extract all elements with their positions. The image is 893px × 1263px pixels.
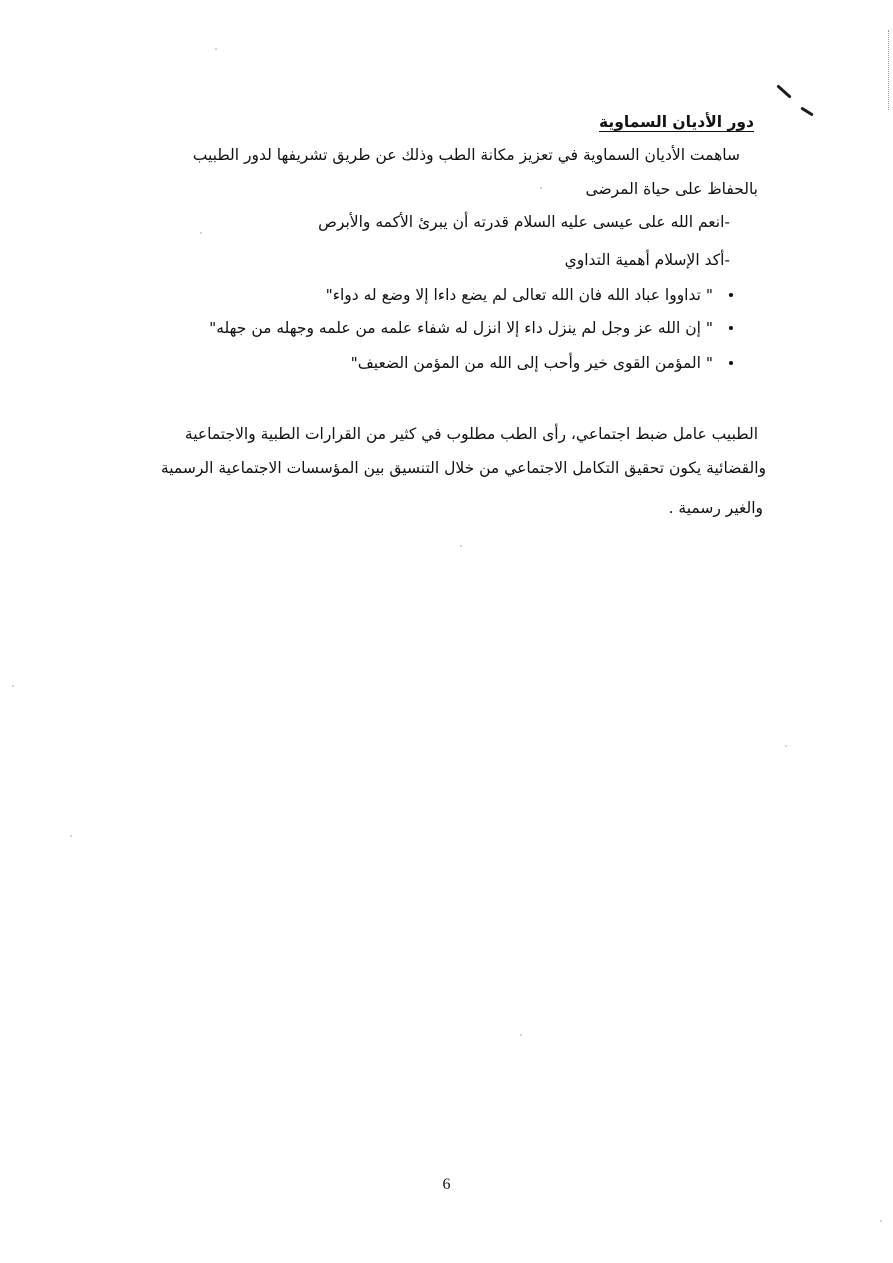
quote-text: " المؤمن القوى خير وأحب إلى الله من المؤمن الضعيف" (350, 354, 713, 372)
scan-speck (215, 48, 217, 50)
scan-speck (520, 1034, 522, 1036)
page-number: 6 (442, 1176, 451, 1193)
scan-speck (70, 835, 72, 837)
scan-speck (12, 685, 14, 687)
intro-paragraph-line-1: ساهمت الأديان السماوية في تعزيز مكانة الطب وذلك عن طريق تشريفها لدور الطبيب (192, 146, 740, 164)
margin-pen-mark (776, 84, 791, 98)
quote-list-item (351, 351, 733, 375)
social-role-paragraph-line-1: الطبيب عامل ضبط اجتماعي، رأى الطب مطلوب في كثير من القرارات الطبية والاجتماعية (184, 425, 758, 443)
scan-speck (200, 232, 202, 234)
bullet-icon (729, 361, 733, 365)
bullet-icon (729, 326, 733, 330)
quote-text: " تداووا عباد الله فان الله تعالى لم يضع داءا إلا وضع له دواء" (325, 286, 713, 304)
scan-speck (460, 545, 462, 547)
quote-text: " إن الله عز وجل لم ينزل داء إلا انزل له شفاء علمه من علمه وجهله من جهله" (209, 319, 713, 337)
margin-pen-mark (800, 107, 813, 117)
quote-list-item (326, 283, 733, 307)
bullet-icon (729, 293, 733, 297)
islam-treatment-paragraph: -أكد الإسلام أهمية التداوي (564, 251, 730, 269)
scan-edge-mark (886, 30, 889, 110)
jesus-healing-paragraph: -انعم الله على عيسى عليه السلام قدرته أن يبرئ الأكمه والأبرص (318, 213, 730, 231)
social-role-paragraph-line-3: والغير رسمية . (668, 499, 763, 517)
section-title: دور الأديان السماوية (599, 113, 754, 131)
scan-speck (880, 1220, 882, 1222)
quote-list-item (209, 316, 733, 340)
intro-paragraph-line-2: بالحفاظ على حياة المرضى (585, 180, 758, 198)
scan-speck (785, 745, 787, 747)
scan-speck (540, 187, 542, 189)
social-role-paragraph-line-2: والقضائية يكون تحقيق التكامل الاجتماعي من خلال التنسيق بين المؤسسات الاجتماعية الرسمية (160, 459, 766, 477)
